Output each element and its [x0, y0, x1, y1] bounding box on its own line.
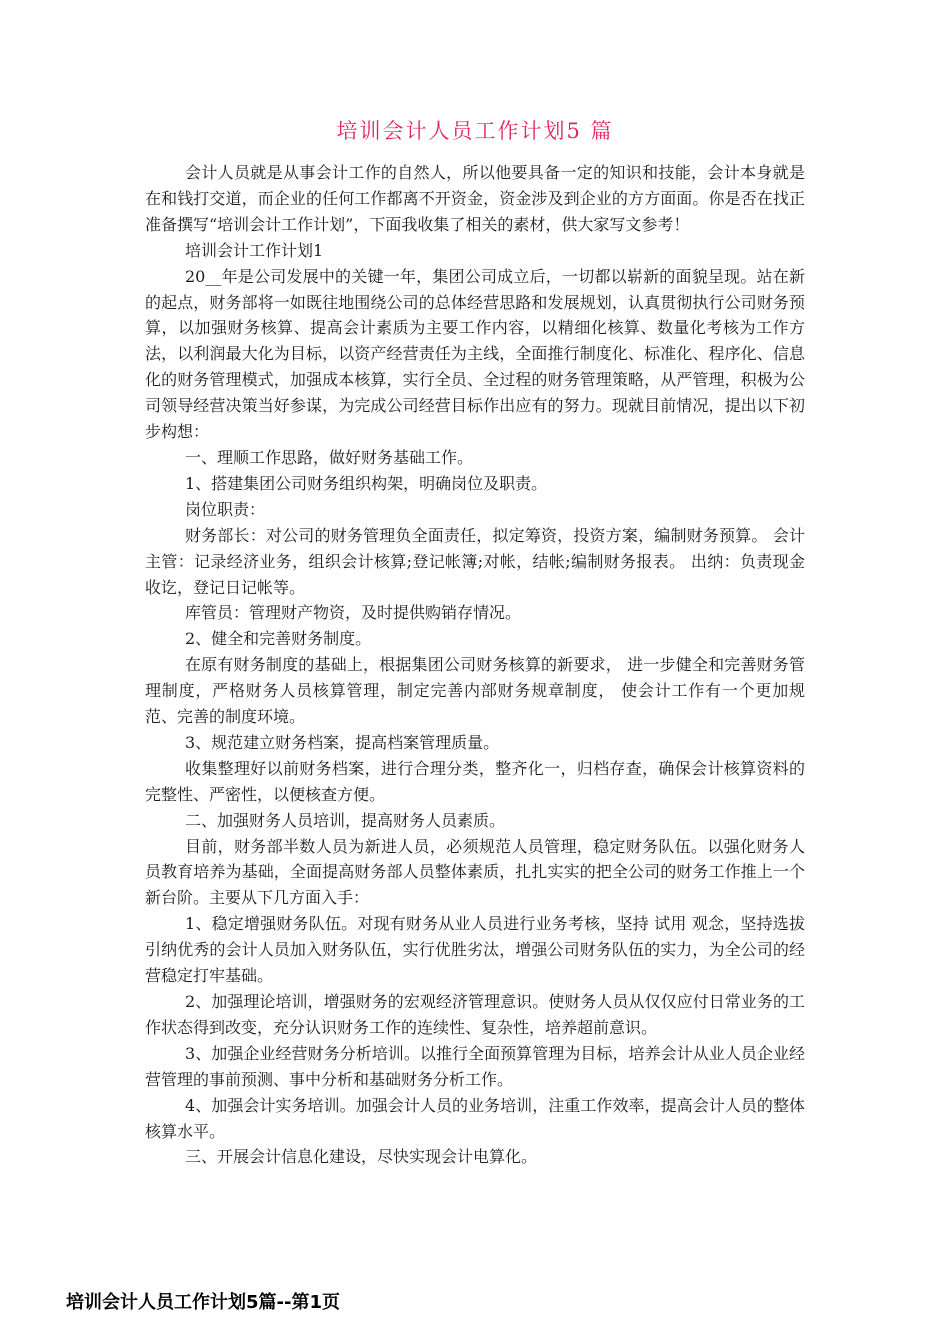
paragraph: 岗位职责：	[185, 499, 266, 519]
list-item: 2、健全和完善财务制度。	[185, 629, 372, 649]
list-item: 1、搭建集团公司财务组织构架，明确岗位及职责。	[185, 473, 548, 493]
paragraph: 财务部长：对公司的财务管理负全面责任，拟定筹资，投资方案，编制财务预算。 会计主管：记录经济业务，组织会计核算;登记帐簿;对帐，结帐;编制财务报表。 出纳：负责现金收讫，登记日记帐等。	[145, 525, 805, 597]
document-body	[145, 160, 805, 1170]
paragraph-intro: 会计人员就是从事会计工作的自然人，所以他要具备一定的知识和技能，会计本身就是在和钱打交道，而企业的任何工作都离不开资金，资金涉及到企业的方方面面。你是否在找正准备撰写“培训会计工作计划”，下面我收集了相关的素材，供大家写文参考！	[145, 163, 805, 234]
list-item: 3、规范建立财务档案，提高档案管理质量。	[185, 732, 500, 752]
list-item: 1、稳定增强财务队伍。对现有财务从业人员进行业务考核，坚持 试用 观念，坚持选拔引纳优秀的会计人员加入财务队伍，实行优胜劣汰，增强公司财务队伍的实力，为全公司的经营稳定打牢基础。	[145, 914, 805, 986]
list-item: 2、加强理论培训，增强财务的宏观经济管理意识。使财务人员从仅仅应付日常业务的工作状态得到改变，充分认识财务工作的连续性、复杂性，培养超前意识。	[145, 992, 805, 1037]
paragraph: 库管员：管理财产物资，及时提供购销存情况。	[185, 603, 522, 623]
paragraph-overview: 20__年是公司发展中的关键一年，集团公司成立后，一切都以崭新的面貌呈现。站在新的起点，财务部将一如既往地围绕公司的总体经营思路和发展规划，认真贯彻执行公司财务预算，以加强财务核算、提高会计素质为主要工作内容，以精细化核算、数量化考核为工作方法，以利润最大化为目标，以资产经营责任为主线，全面推行制度化、标准化、程序化、信息化的财务管理模式，加强成本核算，实行全员、全过程的财务管理策略，从严管理，积极为公司领导经营决策当好参谋，为完成公司经营目标作出应有的努力。现就目前情况，提出以下初步构想：	[145, 266, 805, 442]
list-item: 3、加强企业经营财务分析培训。以推行全面预算管理为目标，培养会计从业人员企业经营管理的事前预测、事中分析和基础财务分析工作。	[145, 1043, 805, 1089]
paragraph: 目前，财务部半数人员为新进人员，必须规范人员管理，稳定财务队伍。以强化财务人员教育培养为基础，全面提高财务部人员整体素质，扎扎实实的把全公司的财务工作推上一个新台阶。主要从下几方面入手：	[145, 836, 805, 908]
paragraph: 收集整理好以前财务档案，进行合理分类，整齐化一，归档存查，确保会计核算资料的完整性、严密性，以便核查方便。	[145, 758, 805, 804]
document-title: 培训会计人员工作计划5 篇	[336, 119, 614, 143]
heading-part-2: 二、加强财务人员培训，提高财务人员素质。	[185, 810, 506, 830]
heading-part-3: 三、开展会计信息化建设，尽快实现会计电算化。	[185, 1147, 538, 1167]
section-heading-plan-1: 培训会计工作计划1	[185, 240, 324, 260]
paragraph: 在原有财务制度的基础上，根据集团公司财务核算的新要求， 进一步健全和完善财务管理制度，严格财务人员核算管理，制定完善内部财务规章制度， 使会计工作有一个更加规范、完善的制度环境。	[145, 655, 805, 727]
heading-part-1: 一、理顺工作思路，做好财务基础工作。	[185, 447, 474, 467]
page-footer: 培训会计人员工作计划5篇--第1页	[66, 1292, 340, 1313]
list-item: 4、加强会计实务培训。加强会计人员的业务培训，注重工作效率，提高会计人员的整体核算水平。	[145, 1095, 805, 1141]
